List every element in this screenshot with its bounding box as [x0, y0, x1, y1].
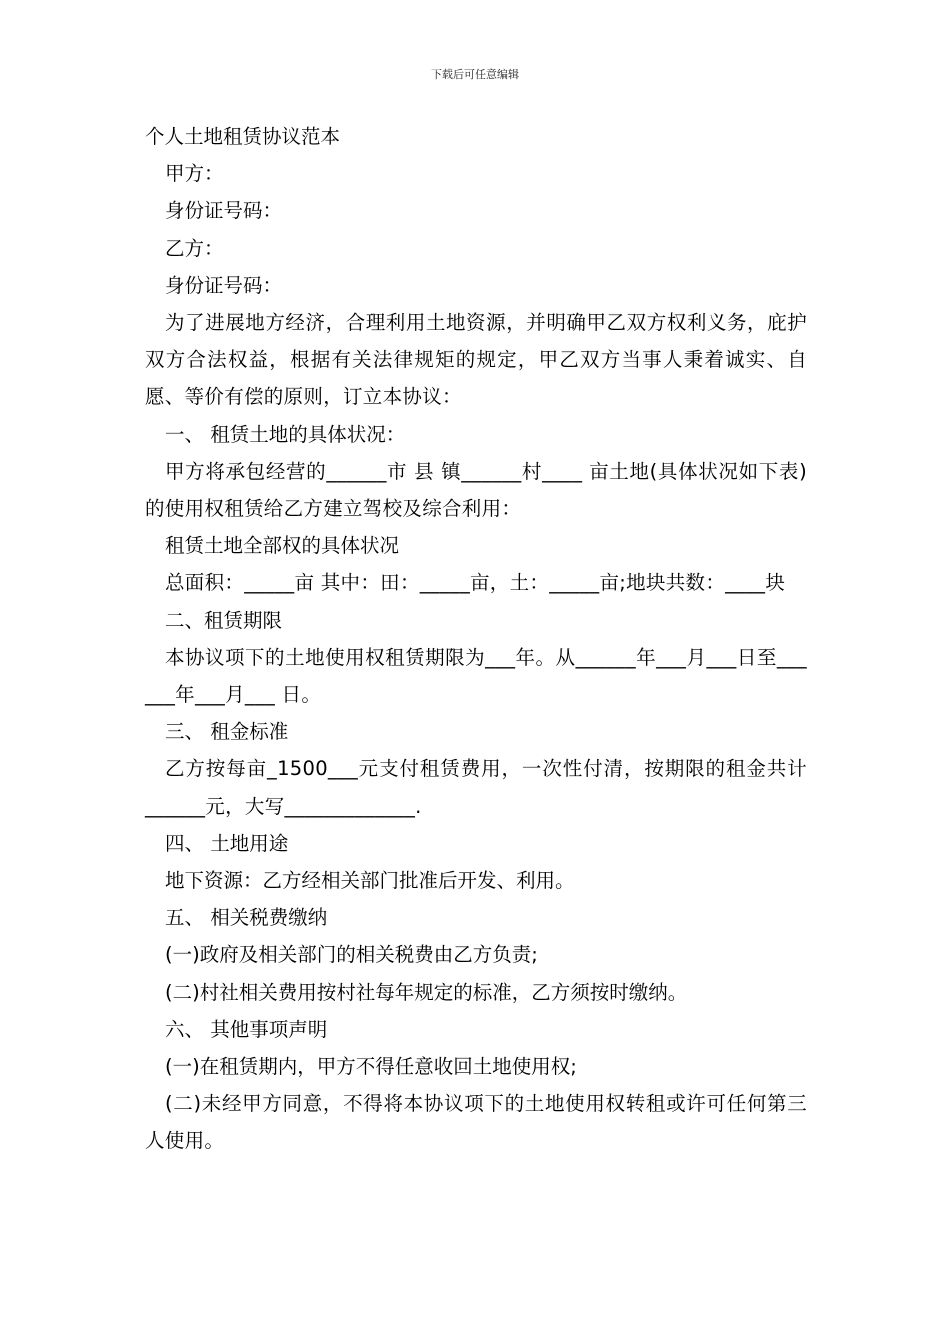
section-1-heading: 一、 租赁土地的具体状况： [165, 422, 406, 446]
section-5-paragraph-1: (一)政府及相关部门的相关税费由乙方负责; [165, 943, 538, 967]
section-5-heading: 五、 相关税费缴纳 [165, 906, 328, 930]
preamble-paragraph: 为了进展地方经济，合理利用土地资源，并明确甲乙双方权利义务，庇护双方合法权益，根据有关法律规矩的规定，甲乙双方当事人秉着诚实、自愿、等价有偿的原则，订立本协议： [145, 311, 807, 409]
section-6-heading: 六、 其他事项声明 [165, 1017, 328, 1041]
section-6-paragraph-2: (二)未经甲方同意，不得将本协议项下的土地使用权转租或许可任何第三人使用。 [145, 1092, 807, 1153]
section-1-paragraph-2: 租赁土地全部权的具体状况 [165, 534, 400, 558]
section-3-heading: 三、 租金标准 [165, 720, 289, 744]
document-title: 个人土地租赁协议范本 [145, 125, 341, 148]
section-3-paragraph-1: 乙方按每亩_1500___元支付租赁费用，一次性付清，按期限的租金共计______元，大写_____________. [145, 757, 807, 818]
document-body [145, 118, 807, 1160]
party-b-label: 乙方： [165, 236, 224, 260]
party-a-id-label: 身份证号码： [165, 199, 283, 223]
party-b-id-label: 身份证号码： [165, 273, 283, 297]
party-a-label: 甲方： [165, 162, 224, 186]
page-header: 下载后可任意编辑 [431, 68, 519, 81]
section-1-paragraph-1: 甲方将承包经营的______市 县 镇______村____ 亩土地(具体状况如下表)的使用权租赁给乙方建立驾校及综合利用： [145, 459, 807, 521]
section-4-heading: 四、 土地用途 [165, 831, 289, 855]
section-2-heading: 二、租赁期限 [165, 608, 283, 632]
section-5-paragraph-2: (二)村社相关费用按村社每年规定的标准，乙方须按时缴纳。 [165, 980, 688, 1004]
section-4-paragraph-1: 地下资源：乙方经相关部门批准后开发、利用。 [165, 869, 575, 893]
section-6-paragraph-1: (一)在租赁期内，甲方不得任意收回土地使用权; [165, 1055, 577, 1079]
section-2-paragraph-1: 本协议项下的土地使用权租赁期限为___年。从______年___月___日至______年___月___ 日。 [145, 645, 807, 707]
section-1-paragraph-3: 总面积：_____亩 其中：田：_____亩，土：_____亩;地块共数：____块 [165, 571, 786, 595]
